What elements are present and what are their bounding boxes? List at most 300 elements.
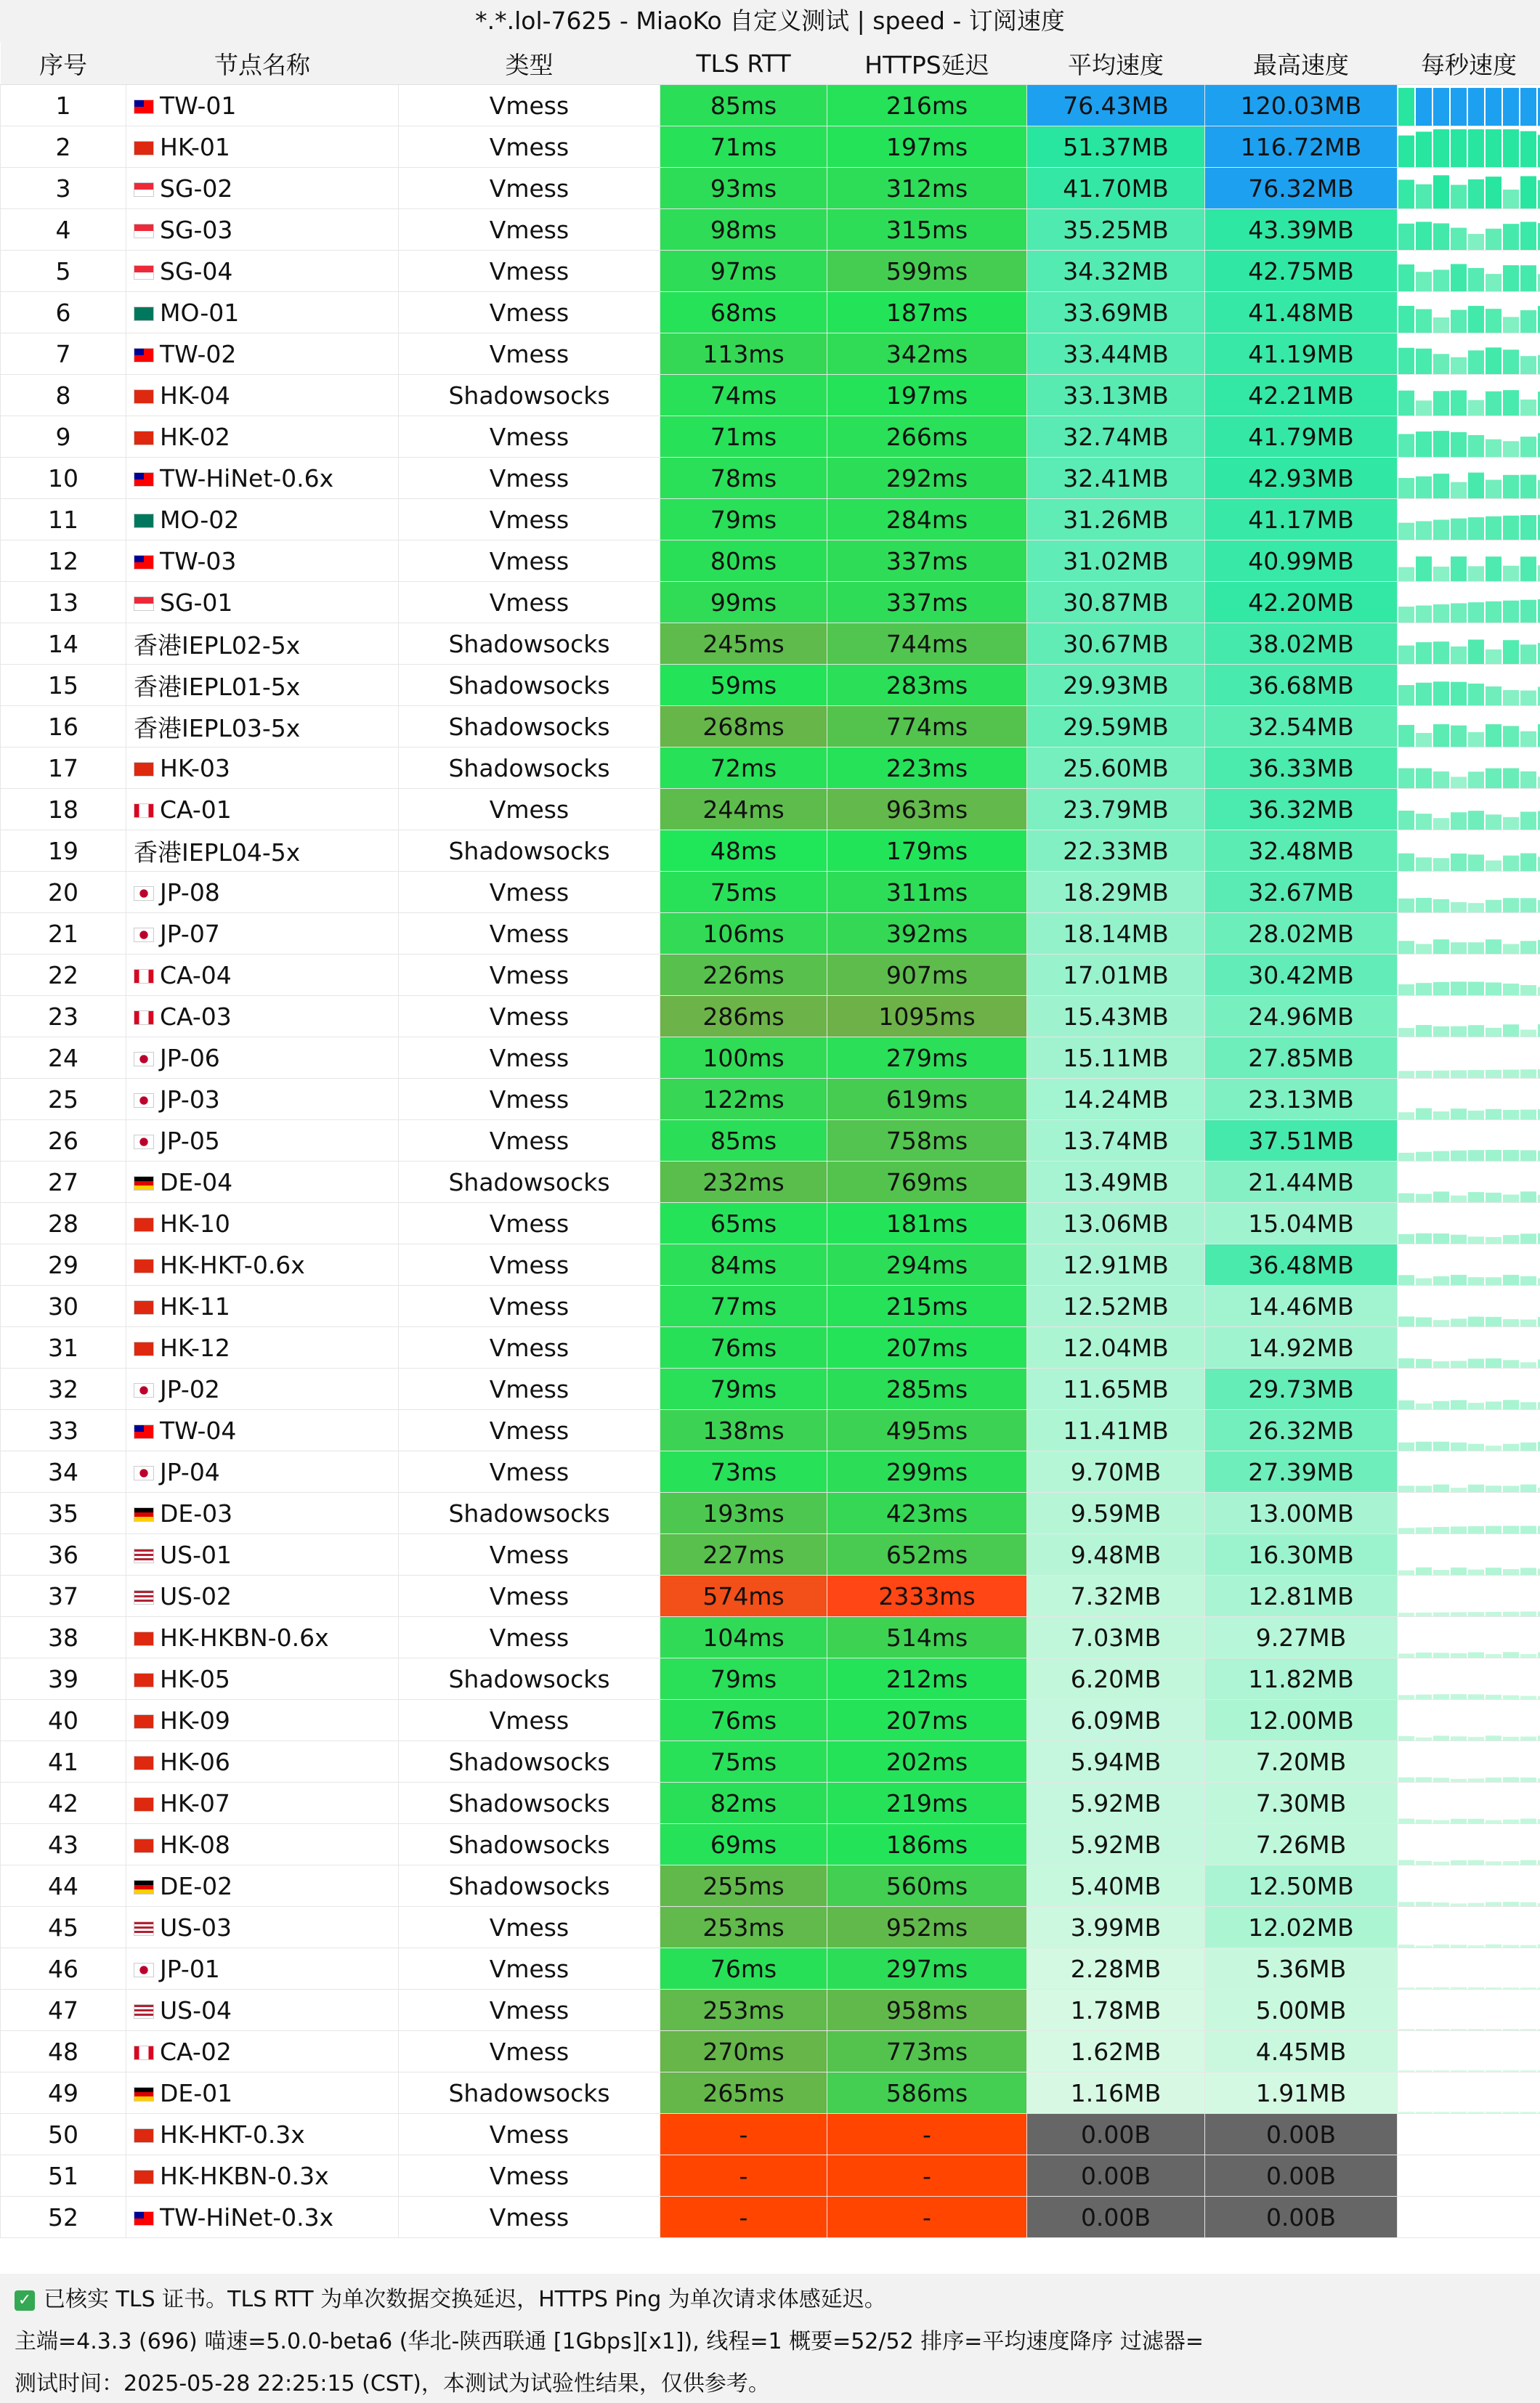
sparkline-bar: [1503, 1612, 1519, 1616]
sparkline-bar: [1416, 1902, 1432, 1906]
sparkline-bar: [1398, 1234, 1414, 1244]
tls-rtt: 122ms: [660, 1079, 827, 1120]
sparkline-chart: [1398, 85, 1540, 126]
sparkline-chart: [1398, 2031, 1540, 2072]
table-row: [1, 1410, 1540, 1451]
max-speed: 42.20MB: [1205, 582, 1398, 623]
sparkline-bar: [1486, 686, 1502, 705]
sparkline-bar: [1433, 1778, 1449, 1782]
node-name-cell: [126, 1410, 399, 1451]
sparkline-bar: [1520, 898, 1536, 912]
sparkline-chart: [1398, 292, 1540, 333]
sparkline-bar: [1416, 1486, 1432, 1492]
node-name: JP-04: [160, 1457, 220, 1486]
speed-sparkline: [1398, 1576, 1540, 1617]
sparkline-bar: [1398, 179, 1414, 208]
sparkline-bar: [1433, 2070, 1449, 2072]
mo-flag-icon: [134, 514, 154, 528]
sparkline-bar: [1398, 769, 1414, 788]
table-row: [1, 540, 1540, 582]
avg-speed: 6.20MB: [1027, 1658, 1205, 1700]
sparkline-bar: [1503, 726, 1519, 747]
node-name-cell: [126, 1120, 399, 1162]
max-speed: 27.39MB: [1205, 1451, 1398, 1493]
speed-sparkline: [1398, 955, 1540, 996]
sparkline-bar: [1468, 129, 1484, 167]
sparkline-bar: [1468, 1987, 1484, 1989]
speed-sparkline: [1398, 1244, 1540, 1286]
sparkline-bar: [1468, 1903, 1484, 1906]
max-speed: 28.02MB: [1205, 913, 1398, 955]
speed-sparkline: [1398, 1990, 1540, 2031]
sparkline-bar: [1451, 1361, 1467, 1368]
tls-rtt: -: [660, 2114, 827, 2155]
table-row: [1, 1658, 1540, 1700]
row-number: 18: [1, 789, 126, 830]
speed-sparkline: [1398, 747, 1540, 789]
sparkline-bar: [1486, 1820, 1502, 1823]
avg-speed: 1.78MB: [1027, 1990, 1205, 2031]
row-number: 15: [1, 665, 126, 706]
sparkline-bar: [1416, 1071, 1432, 1078]
avg-speed: 6.09MB: [1027, 1700, 1205, 1741]
sparkline-bar: [1520, 1110, 1536, 1119]
sparkline-bar: [1520, 1696, 1536, 1699]
sparkline-bar: [1486, 1401, 1502, 1409]
sparkline-bar: [1398, 685, 1414, 705]
speed-sparkline: [1398, 416, 1540, 458]
sparkline-chart: [1398, 747, 1540, 788]
row-number: 45: [1, 1907, 126, 1948]
node-name-cell: [126, 996, 399, 1037]
tls-rtt: 104ms: [660, 1617, 827, 1658]
sparkline-bar: [1416, 1233, 1432, 1244]
de-flag-icon: [134, 1880, 154, 1895]
row-number: 12: [1, 540, 126, 582]
sparkline-bar: [1416, 1987, 1432, 1989]
max-speed: 16.30MB: [1205, 1534, 1398, 1576]
node-name-cell: [126, 623, 399, 665]
tls-rtt: -: [660, 2155, 827, 2197]
sparkline-bar: [1503, 1150, 1519, 1161]
sparkline-bar: [1398, 1486, 1414, 1492]
https-latency: 774ms: [827, 706, 1027, 747]
table-row: [1, 209, 1540, 251]
tls-rtt: 68ms: [660, 292, 827, 333]
avg-speed: 9.70MB: [1027, 1451, 1205, 1493]
speed-sparkline: [1398, 1037, 1540, 1079]
table-row: [1, 2114, 1540, 2155]
https-latency: -: [827, 2197, 1027, 2238]
jp-flag-icon: [134, 1383, 154, 1398]
row-number: 26: [1, 1120, 126, 1162]
sparkline-bar: [1503, 1820, 1519, 1823]
speed-sparkline: [1398, 126, 1540, 168]
row-number: 5: [1, 251, 126, 292]
sparkline-bar: [1520, 644, 1536, 664]
node-type: Vmess: [399, 2031, 660, 2072]
hk-flag-icon: [134, 1756, 154, 1770]
sparkline-bar: [1468, 1819, 1484, 1823]
sparkline-chart: [1398, 1037, 1540, 1078]
table-row: [1, 665, 1540, 706]
sparkline-chart: [1398, 1493, 1540, 1533]
row-number: 43: [1, 1824, 126, 1865]
sparkline-bar: [1468, 1236, 1484, 1244]
tw-flag-icon: [134, 348, 154, 362]
sparkline-bar: [1398, 1028, 1414, 1037]
sparkline-bar: [1433, 88, 1449, 126]
table-row: [1, 292, 1540, 333]
https-latency: 294ms: [827, 1244, 1027, 1286]
sparkline-bar: [1520, 985, 1536, 995]
node-name: HK-11: [160, 1292, 230, 1321]
node-type: Vmess: [399, 333, 660, 375]
tls-rtt: 255ms: [660, 1865, 827, 1907]
tls-rtt: 100ms: [660, 1037, 827, 1079]
table-row: [1, 85, 1540, 126]
node-type: Vmess: [399, 1244, 660, 1286]
sparkline-bar: [1503, 566, 1519, 581]
node-name: SG-02: [160, 174, 233, 203]
sparkline-bar: [1520, 88, 1536, 126]
sparkline-bar: [1398, 725, 1414, 747]
sparkline-bar: [1486, 1486, 1502, 1492]
sparkline-bar: [1433, 1320, 1449, 1326]
header-https: HTTPS延迟: [827, 42, 1027, 85]
sparkline-bar: [1451, 310, 1467, 333]
node-type: Shadowsocks: [399, 1493, 660, 1534]
speed-sparkline: [1398, 499, 1540, 540]
sparkline-chart: [1398, 209, 1540, 250]
sparkline-bar: [1451, 726, 1467, 747]
max-speed: 42.75MB: [1205, 251, 1398, 292]
sparkline-bar: [1451, 2112, 1467, 2113]
sparkline-bar: [1486, 1028, 1502, 1037]
sparkline-bar: [1503, 1652, 1519, 1658]
sparkline-bar: [1451, 854, 1467, 871]
sparkline-bar: [1503, 1486, 1519, 1492]
node-type: Vmess: [399, 1907, 660, 1948]
sparkline-bar: [1468, 1570, 1484, 1575]
ca-flag-icon: [134, 2046, 154, 2060]
table-row: [1, 1534, 1540, 1576]
sparkline-bar: [1451, 2070, 1467, 2072]
avg-speed: 41.70MB: [1027, 168, 1205, 209]
sparkline-bar: [1416, 349, 1432, 374]
table-row: [1, 1244, 1540, 1286]
sparkline-bar: [1468, 2070, 1484, 2072]
sparkline-bar: [1468, 234, 1484, 250]
https-latency: 744ms: [827, 623, 1027, 665]
node-type: Vmess: [399, 1286, 660, 1327]
node-name: HK-12: [160, 1333, 230, 1362]
node-name: CA-01: [160, 795, 232, 824]
sg-flag-icon: [134, 265, 154, 280]
node-name: US-04: [160, 1995, 232, 2025]
jp-flag-icon: [134, 1135, 154, 1149]
node-name-cell: [126, 872, 399, 913]
tls-rtt: 106ms: [660, 913, 827, 955]
https-latency: 299ms: [827, 1451, 1027, 1493]
sparkline-bar: [1486, 860, 1502, 871]
sparkline-bar: [1486, 1277, 1502, 1285]
avg-speed: 17.01MB: [1027, 955, 1205, 996]
sparkline-bar: [1398, 224, 1414, 250]
speed-sparkline: [1398, 540, 1540, 582]
speed-sparkline: [1398, 1451, 1540, 1493]
speed-sparkline: [1398, 1700, 1540, 1741]
sparkline-bar: [1451, 1736, 1467, 1741]
tw-flag-icon: [134, 555, 154, 570]
node-name-cell: [126, 251, 399, 292]
speed-sparkline: [1398, 1410, 1540, 1451]
header-spark: 每秒速度: [1398, 42, 1540, 85]
avg-speed: 5.92MB: [1027, 1824, 1205, 1865]
sparkline-bar: [1416, 1025, 1432, 1037]
footer-line-1-text: 已核实 TLS 证书。TLS RTT 为单次数据交换延迟，HTTPS Ping 为单次请求体感延迟。: [44, 2287, 886, 2312]
sparkline-bar: [1416, 1820, 1432, 1823]
checkmark-icon: ✓: [15, 2290, 35, 2311]
row-number: 23: [1, 996, 126, 1037]
sparkline-bar: [1398, 2112, 1414, 2113]
sparkline-bar: [1520, 222, 1536, 250]
sparkline-chart: [1398, 1990, 1540, 2030]
avg-speed: 2.28MB: [1027, 1948, 1205, 1990]
speed-sparkline: [1398, 913, 1540, 955]
sparkline-bar: [1416, 606, 1432, 623]
sparkline-bar: [1416, 1738, 1432, 1741]
sparkline-bar: [1416, 1861, 1432, 1865]
sparkline-bar: [1433, 1361, 1449, 1368]
node-name: HK-HKT-0.6x: [160, 1250, 305, 1279]
sparkline-bar: [1468, 1485, 1484, 1492]
row-number: 16: [1, 706, 126, 747]
row-number: 36: [1, 1534, 126, 1576]
sparkline-bar: [1503, 1070, 1519, 1078]
sparkline-chart: [1398, 1741, 1540, 1782]
sparkline-bar: [1468, 1317, 1484, 1326]
sparkline-bar: [1520, 1443, 1536, 1451]
sparkline-bar: [1416, 683, 1432, 705]
node-name: HK-03: [160, 753, 230, 782]
sparkline-bar: [1433, 129, 1449, 167]
speed-sparkline: [1398, 2197, 1540, 2238]
avg-speed: 5.94MB: [1027, 1741, 1205, 1783]
speed-sparkline: [1398, 2155, 1540, 2197]
table-row: [1, 830, 1540, 872]
sparkline-bar: [1503, 349, 1519, 374]
avg-speed: 18.14MB: [1027, 913, 1205, 955]
node-name: JP-01: [160, 1954, 220, 1983]
speed-sparkline: [1398, 1493, 1540, 1534]
https-latency: 297ms: [827, 1948, 1027, 1990]
sparkline-bar: [1503, 1319, 1519, 1326]
sparkline-bar: [1520, 310, 1536, 333]
node-name: JP-08: [160, 878, 220, 907]
avg-speed: 32.41MB: [1027, 458, 1205, 499]
max-speed: 36.68MB: [1205, 665, 1398, 706]
node-name: US-03: [160, 1913, 232, 1942]
table-row: [1, 913, 1540, 955]
sparkline-bar: [1468, 306, 1484, 333]
sparkline-bar: [1503, 2070, 1519, 2072]
sparkline-bar: [1520, 1069, 1536, 1078]
sparkline-bar: [1451, 129, 1467, 167]
avg-speed: 34.32MB: [1027, 251, 1205, 292]
table-row: [1, 1700, 1540, 1741]
sparkline-bar: [1503, 1275, 1519, 1285]
us-flag-icon: [134, 1590, 154, 1605]
speed-sparkline: [1398, 623, 1540, 665]
https-latency: 342ms: [827, 333, 1027, 375]
sparkline-bar: [1520, 1902, 1536, 1906]
row-number: 17: [1, 747, 126, 789]
sparkline-bar: [1451, 604, 1467, 623]
sparkline-bar: [1486, 1446, 1502, 1451]
row-number: 13: [1, 582, 126, 623]
tls-rtt: 286ms: [660, 996, 827, 1037]
sparkline-bar: [1451, 1819, 1467, 1823]
sparkline-bar: [1520, 1568, 1536, 1575]
sparkline-bar: [1451, 1109, 1467, 1119]
sparkline-bar: [1486, 1778, 1502, 1782]
sparkline-bar: [1416, 857, 1432, 871]
sparkline-bar: [1503, 944, 1519, 954]
node-name: MO-02: [160, 505, 240, 534]
sparkline-bar: [1451, 1987, 1467, 1989]
sparkline-bar: [1486, 1987, 1502, 1989]
sparkline-bar: [1398, 1275, 1414, 1285]
max-speed: 5.00MB: [1205, 1990, 1398, 2031]
row-number: 47: [1, 1990, 126, 2031]
max-speed: 36.48MB: [1205, 1244, 1398, 1286]
node-name: JP-06: [160, 1043, 220, 1072]
sparkline-bar: [1468, 1277, 1484, 1285]
avg-speed: 5.92MB: [1027, 1783, 1205, 1824]
row-number: 49: [1, 2072, 126, 2114]
sparkline-bar: [1416, 2029, 1432, 2030]
node-type: Vmess: [399, 1990, 660, 2031]
sparkline-bar: [1451, 942, 1467, 954]
sparkline-bar: [1468, 1860, 1484, 1865]
avg-speed: 33.44MB: [1027, 333, 1205, 375]
table-row: [1, 1493, 1540, 1534]
sparkline-bar: [1398, 1071, 1414, 1078]
sparkline-bar: [1520, 1233, 1536, 1244]
sparkline-bar: [1433, 1401, 1449, 1409]
node-type: Vmess: [399, 168, 660, 209]
sparkline-bar: [1451, 432, 1467, 457]
avg-speed: 31.26MB: [1027, 499, 1205, 540]
node-name-cell: [126, 1576, 399, 1617]
avg-speed: 18.29MB: [1027, 872, 1205, 913]
https-latency: 283ms: [827, 665, 1027, 706]
sparkline-chart: [1398, 2072, 1540, 2113]
tls-rtt: 48ms: [660, 830, 827, 872]
node-type: Shadowsocks: [399, 2072, 660, 2114]
node-type: Shadowsocks: [399, 706, 660, 747]
table-row: [1, 416, 1540, 458]
sparkline-chart: [1398, 1327, 1540, 1368]
sparkline-bar: [1451, 357, 1467, 374]
sparkline-bar: [1503, 1695, 1519, 1699]
node-name: MO-01: [160, 298, 240, 327]
table-row: [1, 1369, 1540, 1410]
sparkline-bar: [1416, 1359, 1432, 1368]
sg-flag-icon: [134, 224, 154, 238]
node-name-cell: [126, 1824, 399, 1865]
node-name-cell: [126, 126, 399, 168]
node-name-cell: [126, 292, 399, 333]
speed-sparkline: [1398, 2031, 1540, 2072]
sparkline-bar: [1486, 769, 1502, 788]
avg-speed: 76.43MB: [1027, 85, 1205, 126]
header-tls: TLS RTT: [660, 42, 827, 85]
node-name-cell: [126, 582, 399, 623]
sparkline-bar: [1433, 1485, 1449, 1492]
hk-flag-icon: [134, 1342, 154, 1356]
row-number: 8: [1, 375, 126, 416]
node-name: DE-03: [160, 1499, 233, 1528]
max-speed: 12.81MB: [1205, 1576, 1398, 1617]
https-latency: 279ms: [827, 1037, 1027, 1079]
sparkline-chart: [1398, 1783, 1540, 1823]
sparkline-chart: [1398, 1948, 1540, 1989]
node-type: Vmess: [399, 789, 660, 830]
header-name: 节点名称: [126, 42, 399, 85]
sparkline-bar: [1451, 902, 1467, 912]
https-latency: 773ms: [827, 2031, 1027, 2072]
us-flag-icon: [134, 1921, 154, 1936]
hk-flag-icon: [134, 1714, 154, 1729]
max-speed: 7.26MB: [1205, 1824, 1398, 1865]
speed-sparkline: [1398, 458, 1540, 499]
sparkline-bar: [1451, 777, 1467, 788]
table-row: [1, 872, 1540, 913]
tw-flag-icon: [134, 100, 154, 114]
sparkline-bar: [1451, 482, 1467, 498]
sparkline-bar: [1468, 1358, 1484, 1368]
sparkline-bar: [1451, 1400, 1467, 1409]
avg-speed: 51.37MB: [1027, 126, 1205, 168]
hk-flag-icon: [134, 1673, 154, 1687]
sparkline-bar: [1503, 265, 1519, 291]
sparkline-chart: [1398, 375, 1540, 416]
row-number: 6: [1, 292, 126, 333]
node-name: JP-05: [160, 1126, 220, 1155]
hk-flag-icon: [134, 389, 154, 404]
avg-speed: 11.65MB: [1027, 1369, 1205, 1410]
tls-rtt: 85ms: [660, 85, 827, 126]
node-name-cell: [126, 1493, 399, 1534]
node-name: HK-HKBN-0.6x: [160, 1623, 329, 1652]
node-name: JP-02: [160, 1374, 220, 1403]
speed-sparkline: [1398, 872, 1540, 913]
sparkline-bar: [1433, 474, 1449, 498]
tw-flag-icon: [134, 472, 154, 487]
sparkline-bar: [1416, 556, 1432, 581]
sparkline-bar: [1486, 274, 1502, 291]
sparkline-bar: [1468, 2112, 1484, 2113]
jp-flag-icon: [134, 1963, 154, 1977]
speed-sparkline: [1398, 665, 1540, 706]
sparkline-bar: [1486, 177, 1502, 208]
node-name: HK-HKT-0.3x: [160, 2120, 305, 2149]
sparkline-bar: [1520, 265, 1536, 291]
node-name: HK-08: [160, 1830, 230, 1859]
sparkline-bar: [1486, 900, 1502, 912]
